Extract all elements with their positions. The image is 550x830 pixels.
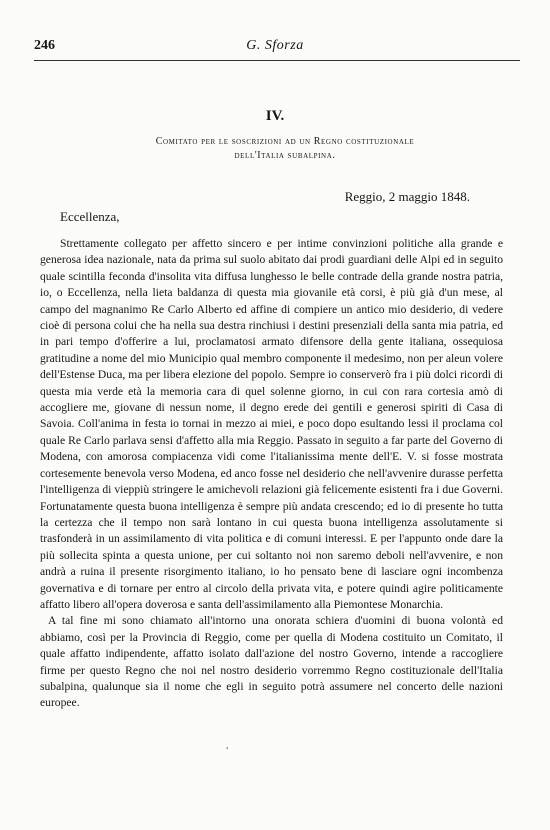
header-rule [34,60,520,61]
running-title: G. Sforza [246,38,304,53]
dateline: Reggio, 2 maggio 1848. [344,189,470,204]
paragraph-1: Strettamente collegato per affetto sincero e per intime convinzioni politiche alla grande e generosa idea nazionale, nata da prima sul suolo abitato dai prodi guardiani delle Alpi ed in seguito quale scintilla feconda d'insolita vita diffusa lunghesso le belle contrade della grande nostra patria, io, o Eccellenza, nella lieta baldanza di questa mia giovanile età corsi, è più già d'un mese, al campo del magnanimo Re Carlo Alberto ed affine di compiere un antico mio desiderio, di vedere cioè di persona colui che ha nella sua destra rinchiusi i destini presenziali della santa mia patria, ed in pari tempo d'offerire a lui, proclamatosi armato difensore della gente italiana, ossequiosa gratitudine a nome del mio Municipio qual membro componente il medesimo, non per aleun volere dell'Estense Duca, ma per libera elezione del popolo. Sempre io conserverò fra i più dolci ricordi di questa mia verde età la memoria cara di quel solenne giorno, in cui con rara cortesia amò di accogliere me, giovane di nessun nome, il degno erede dei gentili e generosi spiriti di Casa di Savoia. Coll'anima in festa io tornai in mezzo ai miei, e poco dopo esultando lessi il proclama col quale Re Carlo parlava sensi d'affetto alla mia Reggio. Passato in seguito a far parte del Governo di Modena, con amorosa compiacenza vidi come l'italianissima mente dell'E. V. si fosse mostrata cortesemente benevola verso Modena, ed anco fosse nel desiderio che nell'avvenire durasse perfetta l'intelligenza di vieppiù stringere le amichevoli relazioni già felicemente esistenti fra i due Governi. Fortunatamente questa buona intelligenza è sempre più andata crescendo; ed io di presente ho tutta la certezza che il tempo non sarà lontano in cui questa buona intelligenza assolutamente si trasfonderà in un assimilamento di vita politica e di comuni interessi. E per l'appunto onde dare la più sollecita spinta a questa unione, per cui soltanto noi non saremo deboli nell'avvenire, e non andrà a ruina il presente risorgimento italiano, io ho pensato bene di lasciare ogni incombenza governativa e di tornare per entro al circolo della privata vita, e potere quindi agire politicamente affatto libero all'opera doverosa e santa dell'assimilamento alla Piemontese Monarchia. [40,237,503,611]
stray-ink-mark: ' [226,746,229,755]
running-head [34,38,516,56]
salutation: Eccellenza, [60,209,120,224]
section-heading-line-2: dell'Italia subalpina. [234,150,336,161]
section-heading-line-1: Comitato per le soscrizioni ad un Regno costituzionale [155,136,415,147]
section-number: IV. [265,108,285,124]
section-heading [60,135,510,163]
page-number: 246 [34,38,55,53]
paragraph-2: A tal fine mi sono chiamato all'intorno una onorata schiera d'uomini di buona volontà ed abbiamo, così per la Provincia di Reggio, come per quella di Modena costituito un Comitato, il quale affatto indipendente, affatto isolato dall'azione del nostro Governo, intende a raccogliere firme per questo Regno che noi nel nostro desiderio vorremmo Regno costituzionale dell'Italia subalpina, qualunque sia il nome che egli in seguito potrà assumere nel concerto delle nazioni europee. [40,614,503,710]
letter-body [40,236,503,712]
